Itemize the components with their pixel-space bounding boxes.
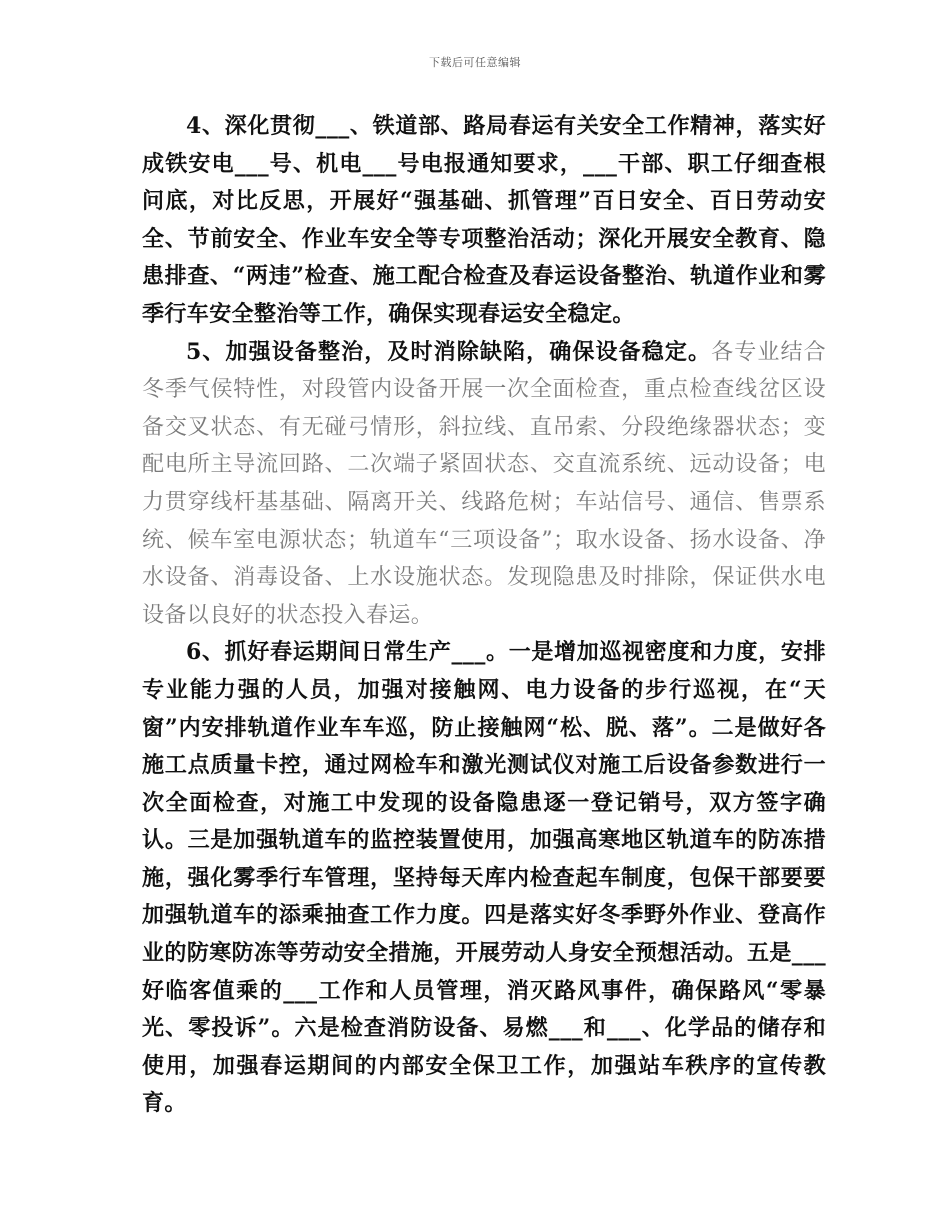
page-header: 下载后可任意编辑 bbox=[429, 56, 521, 69]
paragraph-5 bbox=[142, 334, 826, 635]
paragraph-5-lead: 5、加强设备整治，及时消除缺陷，确保设备稳定。 bbox=[186, 338, 712, 365]
paragraph-4: 4、深化贯彻___、铁道部、路局春运有关安全工作精神，落实好成铁安电___号、机电___号电报通知要求，___干部、职工仔细查根问底，对比反思，开展好“强基础、抓管理”百日安全、百日劳动安全、节前安全、作业车安全等专项整治活动；深化开展安全教育、隐患排查、“两违”检查、施工配合检查及春运设备整治、轨道作业和雾季行车安全整治等工作，确保实现春运安全稳定。 bbox=[142, 113, 826, 327]
document-body bbox=[142, 108, 826, 1123]
paragraph-6: 6、抓好春运期间日常生产___。一是增加巡视密度和力度，安排专业能力强的人员，加强对接触网、电力设备的步行巡视，在“天窗”内安排轨道作业车车巡，防止接触网“松、脱、落”。二是做好各施工点质量卡控，通过网检车和激光测试仪对施工后设备参数进行一次全面检查，对施工中发现的设备隐患逐一登记销号，双方签字确认。三是加强轨道车的监控装置使用，加强高寒地区轨道车的防冻措施，强化雾季行车管理，坚持每天库内检查起车制度，包保干部要要加强轨道车的添乘抽查工作力度。四是落实好冬季野外作业、登高作业的防寒防冻等劳动安全措施，开展劳动人身安全预想活动。五是___好临客值乘的___工作和人员管理，消灭路风事件，确保路风“零暴光、零投诉”。六是检查消防设备、易燃___和___、化学品的储存和使用，加强春运期间的内部安全保卫工作，加强站车秩序的宣传教育。 bbox=[142, 639, 826, 1117]
paragraph-5-rest: 各专业结合冬季气侯特性，对段管内设备开展一次全面检查，重点检查线岔区设备交叉状态、有无碰弓情形，斜拉线、直吊索、分段绝缘器状态；变配电所主导流回路、二次端子紧固状态、交直流系统、远动设备；电力贯穿线杆基基础、隔离开关、线路危树；车站信号、通信、售票系统、候车室电源状态；轨道车“三项设备”；取水设备、扬水设备、净水设备、消毒设备、上水设施状态。发现隐患及时排除，保证供水电设备以良好的状态投入春运。 bbox=[142, 339, 826, 628]
